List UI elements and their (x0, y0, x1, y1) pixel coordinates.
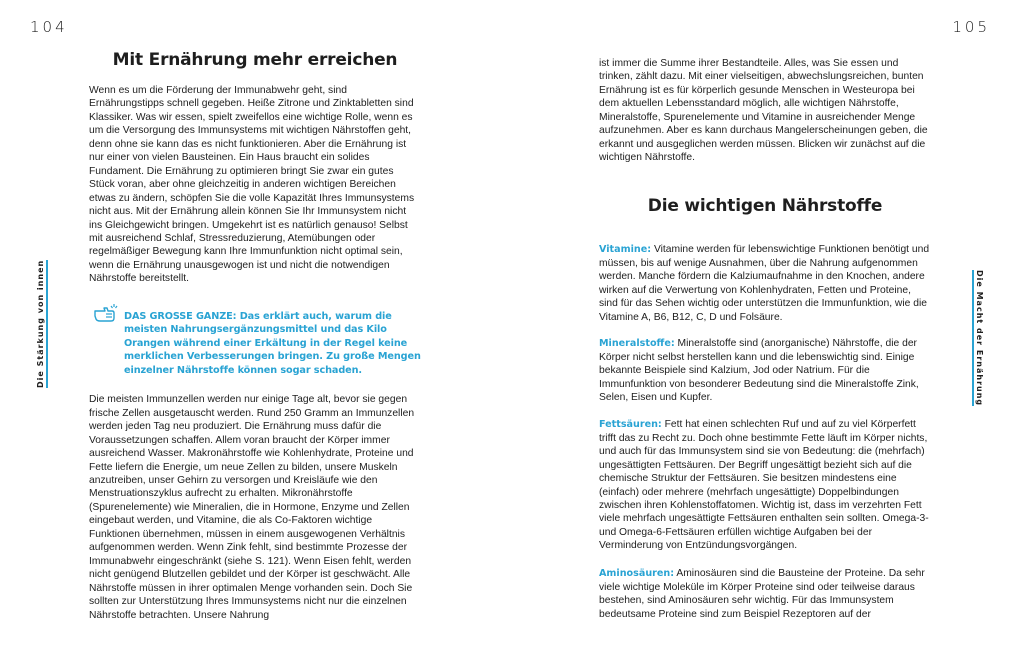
term-fettsaeuren: Fettsäuren: (599, 419, 662, 431)
text-fettsaeuren: Fett hat einen schlechten Ruf und auf zu viel Körperfett trifft das zu Recht zu. Doch ohne bestimmte Fette läuft im Körper nichts, und auch für das Immunsystem sind sie von Bedeutung: die (mehrfach) ungesättigten Fettsäuren. Der Begriff ungesättigt bezieht sich auf die chemische Struktur der Fettsäuren. Sie besitzen mindestens eine (einfach) oder mehrere (mehrfach ungesättigte) Doppelbindungen zwischen ihren Kohlenstoffatomen. Wichtig ist, dass im verzehrten Fett viele mehrfach ungesättigte Fettsäuren enthalten sein sollten. Omega-3- und Omega-6-Fettsäuren erfüllen wichtige Aufgaben bei der Verminderung von Entzündungsvorgängen. (599, 419, 929, 552)
section-aminosaeuren (599, 557, 931, 631)
left-heading: Mit Ernährung mehr erreichen (112, 50, 398, 70)
section-vitamine (599, 233, 931, 334)
left-paragraph-1 (89, 84, 421, 286)
term-vitamine: Vitamine: (599, 244, 652, 256)
section-mineralstoffe (599, 327, 931, 415)
left-paragraph-1-text: Wenn es um die Förderung der Immunabwehr geht, sind Ernährungstipps schnell gegeben. Heiße Zitrone und Zinktabletten sind Klassiker. Was wir essen, spielt zweifellos eine wichtige Rolle, wenn es um die Versorgung des Immunsystems mit wichtigen Nährstoffen geht, denn ohne sie kann das es nicht funktionieren. Aber die Ernährung ist nur einer von vielen Bausteinen. Ein Haus braucht ein solides Fundament. Die Ernährung zu optimieren bringt Sie zwar ein gutes Stück voran, aber ohne gleichzeitig in anderen wichtigen Bereichen etwas zu ändern, schöpfen Sie die volle Kapazität Ihres Immunsystems nicht aus. Mit der Ernährung allein können Sie Ihr Immunsystem nicht ins Gleichgewicht bringen. Umgekehrt ist es natürlich genauso! Selbst mit ausreichend Schlaf, Stressreduzierung, Atemübungen oder regelmäßiger Bewegung kann Ihre Immunfunktion nicht optimal sein, wenn die Ernährung unausgewogen ist und nicht die notwendigen Nährstoffe bereitstellt. (89, 85, 415, 285)
section-fettsaeuren (599, 408, 931, 563)
pointing-hand-icon (93, 302, 119, 324)
right-heading: Die wichtigen Nährstoffe (647, 196, 883, 216)
text-mineralstoffe: Mineralstoffe sind (anorganische) Nährstoffe, die der Körper nicht selbst herstellen kann und die lebenswichtig sind. Einige bekannte Beispiele sind Kalzium, Jod oder Natrium. Für die Immunfunktion von besonderer Bedeutung sind die Mineralstoffe Zink, Selen, Eisen und Kupfer. (599, 338, 919, 404)
tip-box (89, 300, 421, 387)
running-head-right: Die Macht der Ernährung (972, 270, 984, 406)
right-intro (599, 57, 931, 165)
text-aminosaeuren: Aminosäuren sind die Bausteine der Proteine. Da sehr viele wichtige Moleküle im Körper Proteine sind oder teilweise daraus bestehen, sind Aminosäuren sehr wichtig. Für das Immunsystem bedeutsame Proteine sind zum Beispiel Rezeptoren auf der (599, 568, 925, 620)
page-number-left: 104 (30, 18, 68, 36)
text-vitamine: Vitamine werden für lebenswichtige Funktionen benötigt und müssen, bis auf wenige Ausnahmen, über die Nahrung aufgenommen werden. Manche fördern die Kalziumaufnahme in den Knochen, andere wirken auf die Verwertung von Kohlenhydraten, Fetten und Proteine, sind für das Sehen wichtig oder unterstützen die Immunfunktion, wie die Vitamine A, B6, B12, C, D und Folsäure. (599, 244, 930, 323)
page-number-right: 105 (952, 18, 990, 36)
running-head-left: Die Stärkung von innen (36, 260, 48, 388)
left-paragraph-2-text: Die meisten Immunzellen werden nur einige Tage alt, bevor sie gegen frische Zellen ausgetauscht werden. Rund 250 Gramm an Immunzellen werden jeden Tag neu produziert. Die Ernährung muss dafür die Voraussetzungen schaffen. Allem voran braucht der Körper immer ausreichend Wasser. Makronährstoffe wie Kohlenhydrate, Proteine und Fette liefern die Energie, um neue Zellen zu bilden, unsere Muskeln anzutreiben, unser Gehirn zu versorgen und Kreisläufe wie den Menstruationszyklus aufrecht zu erhalten. Mikronährstoffe (Spurenelemente) wie Mineralien, die in Hormone, Enzyme und Zellen eingebaut werden, und Vitamine, die als Co-Faktoren wichtige Funktionen übernehmen, müssen in einem ausgewogenen Verhältnis aufgenommen werden. Wenn Zink fehlt, sind bestimmte Prozesse der Immunabwehr eingeschränkt (siehe S. 121). Wenn Eisen fehlt, werden nicht genügend Blutzellen gebildet und der Körper ist geschwächt. Alle Nährstoffe müssen in ihrer optimalen Menge vorhanden sein. Doch Sie sollten zur Unterstützung Ihres Immunsystems nicht nur die einzelnen Nährstoffe betrachten. Unsere Nahrung (89, 394, 415, 621)
right-intro-text: ist immer die Summe ihrer Bestandteile. Alles, was Sie essen und trinken, zählt dazu. Mit einer vielseitigen, abwechslungsreichen, bunten Ernährung ist es für körperlich gesunde Menschen in Westeuropa bei dem aktuellen Lebensstandard möglich, alle wichtigen Nährstoffe, Mineralstoffe, Spurenelemente und Vitamine in ausreichender Menge aufzunehmen. Aber es kann durchaus Mangelerscheinungen geben, die erkannt und ausgeglichen werden müssen. Blicken wir zunächst auf die wichtigen Nährstoffe. (599, 58, 928, 164)
term-mineralstoffe: Mineralstoffe: (599, 338, 675, 350)
left-paragraph-2 (89, 383, 421, 632)
tip-text: DAS GROSSE GANZE: Das erklärt auch, warum die meisten Nahrungsergänzungsmittel und das Kilo Orangen während einer Erkältung in der Regel keine merklichen Verbesserungen bringen. Zu große Mengen einzelner Nährstoffe können sogar schaden. (124, 310, 421, 377)
term-aminosaeuren: Aminosäuren: (599, 568, 675, 580)
